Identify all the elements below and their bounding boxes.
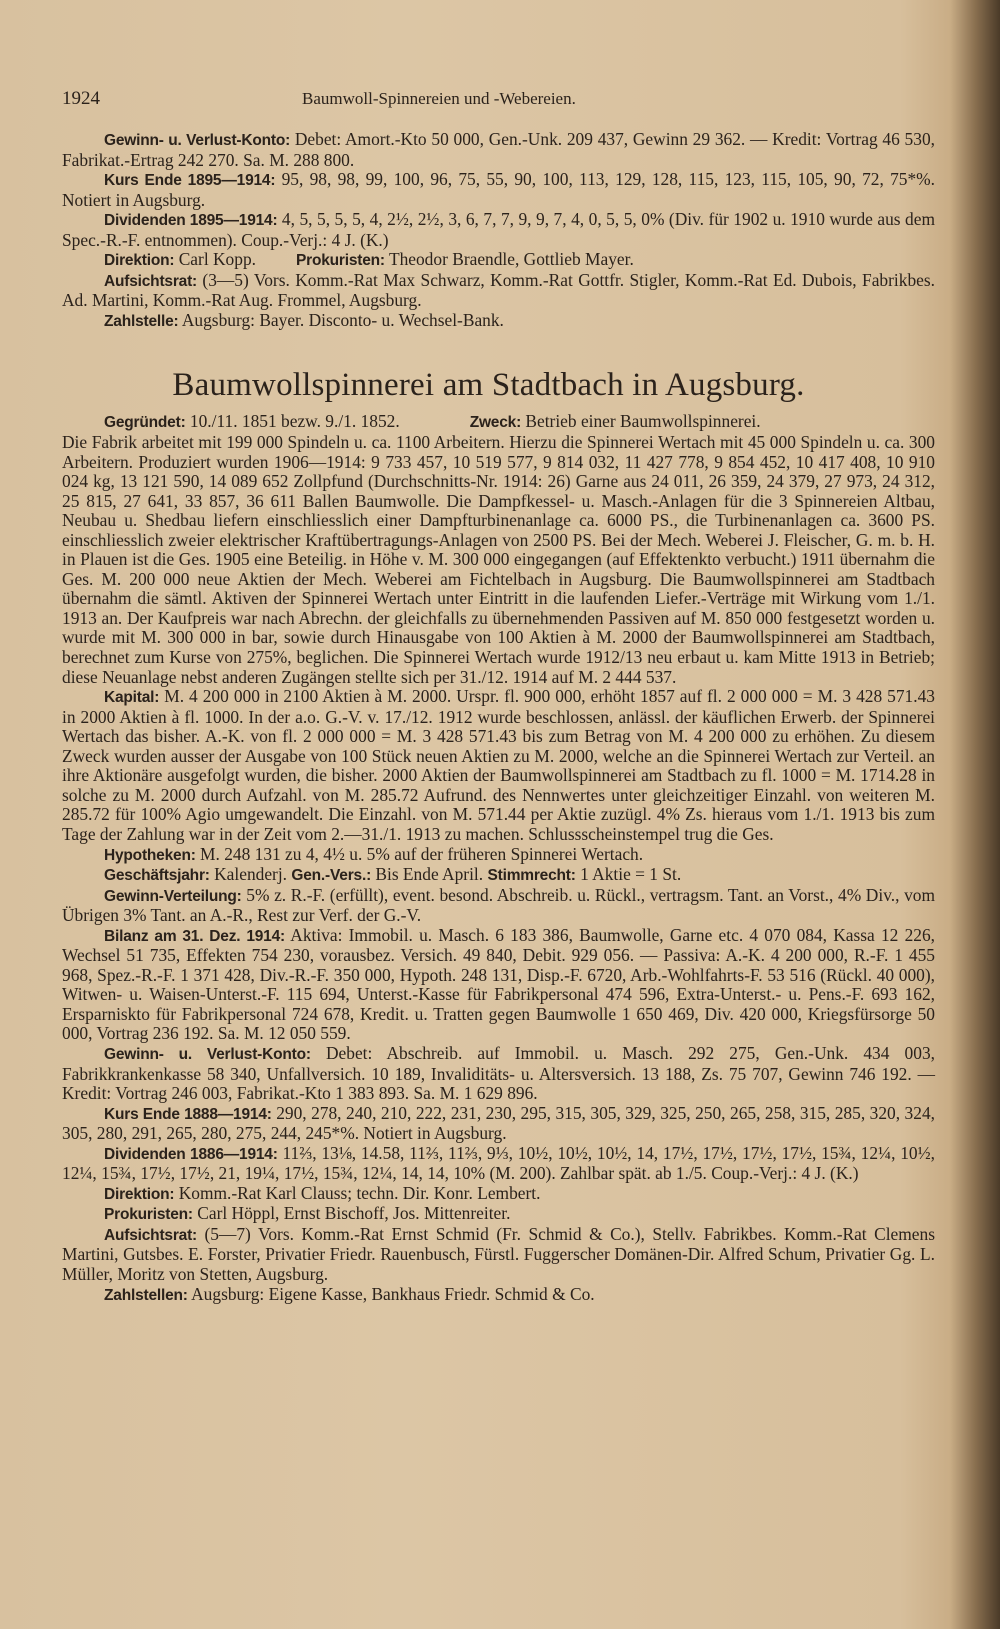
entry-profit-loss: Gewinn- u. Verlust-Konto: Debet: Amort.-Kto 50 000, Gen.-Unk. 209 437, Gewinn 29 362. — Kredit: Vortrag 46 530, Fabrikat.-Ertrag 242 270. Sa. M. 288 800. — [62, 129, 935, 170]
page-header — [62, 88, 935, 116]
page-number: 1924 — [62, 88, 100, 109]
company-description: Die Fabrik arbeitet mit 199 000 Spindeln u. ca. 1100 Arbeitern. Hierzu die Spinnerei Wertach mit 45 000 Spindeln u. ca. 300 Arbeitern. Produziert wurden 1906—1914: 9 733 457, 10 519 577, 9 814 032, 11 427 778, 9 854 452, 10 417 408, 10 910 024 kg, 13 121 590, 14 089 652 Zollpfund (Durchschnitts-Nr. 1914: 26) Garne aus 24 011, 26 359, 24 379, 27 973, 24 312, 25 815, 27 641, 33 857, 36 611 Ballen Baumwolle. Die Dampfkessel- u. Masch.-Anlagen für die 3 Spinnereien Altbau, Neubau u. Shedbau liefern einschliesslich einer Dampfturbinenanlage ca. 6000 PS., die Turbinenanlagen ca. 3600 PS. einschliesslich zweier elektrischer Kraftübertragungs-Anlagen von 2500 PS. Bei der Mech. Weberei J. Fleischer, G. m. b. H. in Plauen ist die Ges. 1905 eine Beteilig. in Höhe v. M. 300 000 eingegangen (auf Effektenkto verbucht.) 1911 übernahm die Ges. M. 200 000 neue Aktien der Mech. Weberei am Fichtelbach in Augsburg. Die Baumwollspinnerei am Stadtbach übernahm die sämtl. Aktiven der Spinnerei Wertach unter Eintritt in die laufenden Liefer.-Verträge mit Wirkung vom 1./1. 1913 an. Der Kaufpreis war nach Abrechn. der gleichfalls zu übernehmenden Passiven auf M. 850 000 festgesetzt worden u. wurde mit M. 300 000 in bar, sowie durch Hinausgabe von 100 Aktien à M. 2000 der Baumwollspinnerei am Stadtbach, berechnet zum Kurse von 275%, beglichen. Die Spinnerei Wertach wurde 1912/13 neu erbaut u. kam Mitte 1913 in Betrieb; diese Neuanlage nebst anderen Zugängen stellte sich per 31./12. 1914 auf M. 2 444 537. — [62, 432, 935, 687]
entry-founded: Gegründet: 10./11. 1851 bezw. 9./1. 1852. Zweck: Betrieb einer Baumwollspinnerei. — [104, 411, 761, 432]
entry-dividends: Dividenden 1886—1914: 11⅔, 13⅛, 14.58, 11⅔, 11⅔, 9⅓, 10½, 10½, 10½, 14, 17½, 17½, 17½, 17½, 15¾, 12¼, 10½, 12¼, 15¾, 17½, 17½, 21, 19¼, 17½, 15¾, 12¼, 14, 14, 10% (M. 200). Zahlbar spät. ab 1./5. Coup.-Verj.: 4 J. (K.) — [62, 1142, 935, 1184]
entry-management: Direktion: Komm.-Rat Karl Clauss; techn. Dir. Konr. Lembert. — [104, 1182, 541, 1203]
entry-fiscal-year: Geschäftsjahr: Kalenderj. Gen.-Vers.: Bis Ende April. Stimmrecht: 1 Aktie = 1 St. — [104, 864, 682, 885]
entry-share-price: Kurs Ende 1888—1914: 290, 278, 240, 210, 222, 231, 230, 295, 315, 305, 329, 325, 250, 265, 258, 315, 285, 320, 324, 305, 280, 291, 265, 280, 275, 244, 245*%. Notiert in Augsburg. — [62, 1102, 935, 1144]
entry-profit-loss: Gewinn- u. Verlust-Konto: Debet: Abschreib. auf Immobil. u. Masch. 292 275, Gen.-Unk. 434 003, Fabrikkrankenkasse 58 340, Unfallversich. 10 189, Invaliditäts- u. Altersversich. 13 188, Zs. 75 707, Gewinn 746 192. — Kredit: Vortrag 246 003, Fabrikat.-Kto 1 383 893. Sa. M. 1 629 896. — [62, 1042, 935, 1104]
entry-capital: Kapital: M. 4 200 000 in 2100 Aktien à M. 2000. Urspr. fl. 900 000, erhöht 1857 auf fl. 2 000 000 = M. 3 428 571.43 in 2000 Aktien à fl. 1000. In der a.o. G.-V. v. 17./12. 1912 wurde beschlossen, anlässl. der käuflichen Erwerb. der Spinnerei Wertach das bisher. A.-K. von fl. 2 000 000 = M. 3 428 571.43 bis zum Betrag von M. 4 200 000 zu erhöhen. Zu diesem Zweck wurden ausser der Ausgabe von 100 Stück neuen Aktien zu M. 2000, welche an die Spinnerei Wertach zur Verteil. an ihre Aktionäre ausgefolgt wurden, die bisher. 2000 Aktien der Baumwollspinnerei am Stadtbach zu fl. 1000 = M. 1714.28 in solche zu M. 2000 durch Aufzahl. von M. 285.72 Aufrund. des Nennwertes unter gleichzeitiger Einzahl. von weiteren M. 285.72 für 100% Agio umgewandelt. Die Einzahl. von M. 571.44 per Aktie zuzügl. 4% Zs. hieraus vom 1./1. 1913 bis zum Tage der Zahlung war in der Zeit vom 2.—31./1. 1913 zu machen. Schlussscheinstempel trug die Ges. — [62, 686, 935, 844]
entry-supervisory-board: Aufsichtsrat: (5—7) Vors. Komm.-Rat Ernst Schmid (Fr. Schmid & Co.), Stellv. Fabrikbes. Komm.-Rat Clemens Martini, Gutsbes. E. Forster, Privatier Friedr. Rauenbusch, Fürstl. Fuggerscher Domänen-Dir. Alfred Schum, Privatier Gg. L. Müller, Moritz von Stetten, Augsburg. — [62, 1223, 935, 1284]
company-title: Baumwollspinnerei am Stadtbach in Augsburg. — [172, 367, 805, 404]
company-section — [62, 412, 935, 1305]
entry-balance-sheet: Bilanz am 31. Dez. 1914: Aktiva: Immobil. u. Masch. 6 183 386, Baumwolle, Garne etc. 4 070 084, Kassa 12 226, Wechsel 51 735, Effekten 754 230, vorausbez. Versich. 49 840, Debit. 929 056. — Passiva: A.-K. 4 200 000, R.-F. 1 455 968, Spez.-R.-F. 1 371 428, Div.-R.-F. 350 000, Hypoth. 248 131, Disp.-F. 6720, Arb.-Wohlfahrts-F. 53 516 (Rückl. 40 000), Witwen- u. Waisen-Unterst.-F. 115 694, Unterst.-Kasse für Fabrikpersonal 474 596, Extra-Unterst.- u. Pens.-F. 693 162, Ersparniskto für Fabrikpersonal 724 678, Kredit. u. Tratten gegen Baumwolle 1 650 469, Div. 420 000, Kriegsfürsorge 50 000, Vortrag 236 192. Sa. M. 12 050 559. — [62, 924, 936, 1044]
entry-share-price: Kurs Ende 1895—1914: 95, 98, 98, 99, 100, 96, 75, 55, 90, 100, 113, 129, 128, 115, 123, 115, 105, 90, 72, 75*%. Notiert in Augsburg. — [62, 169, 935, 210]
entry-profit-distribution: Gewinn-Verteilung: 5% z. R.-F. (erfüllt), event. besond. Abschreib. u. Rückl., vertragsm. Tant. an Vorst., 4% Div., vom Übrigen 3% Tant. an A.-R., Rest zur Verf. der G.-V. — [62, 884, 936, 926]
entry-dividends: Dividenden 1895—1914: 4, 5, 5, 5, 5, 4, 2½, 2½, 3, 6, 7, 7, 9, 9, 7, 4, 0, 5, 5, 0% (Div. für 1902 u. 1910 wurde aus dem Spec.-R.-F. entnommen). Coup.-Verj.: 4 J. (K.) — [62, 209, 935, 250]
entry-mortgages: Hypotheken: M. 248 131 zu 4, 4½ u. 5% auf der früheren Spinnerei Wertach. — [104, 843, 644, 864]
document-page — [62, 88, 935, 1305]
previous-company-section — [62, 130, 935, 331]
entry-management: Direktion: Carl Kopp. Prokuristen: Theodor Braendle, Gottlieb Mayer. — [104, 249, 634, 270]
running-head: Baumwoll-Spinnereien und -Webereien. — [302, 89, 576, 108]
entry-paying-agent: Zahlstelle: Augsburg: Bayer. Disconto- u. Wechsel-Bank. — [104, 309, 504, 330]
entry-authorized-officers: Prokuristen: Carl Höppl, Ernst Bischoff, Jos. Mittenreiter. — [104, 1203, 511, 1224]
entry-supervisory-board: Aufsichtsrat: (3—5) Vors. Komm.-Rat Max Schwarz, Komm.-Rat Gottfr. Stigler, Komm.-Rat Ed. Dubois, Fabrikbes. Ad. Martini, Komm.-Rat Aug. Frommel, Augsburg. — [62, 269, 935, 311]
entry-paying-agents: Zahlstellen: Augsburg: Eigene Kasse, Bankhaus Friedr. Schmid & Co. — [104, 1283, 595, 1304]
